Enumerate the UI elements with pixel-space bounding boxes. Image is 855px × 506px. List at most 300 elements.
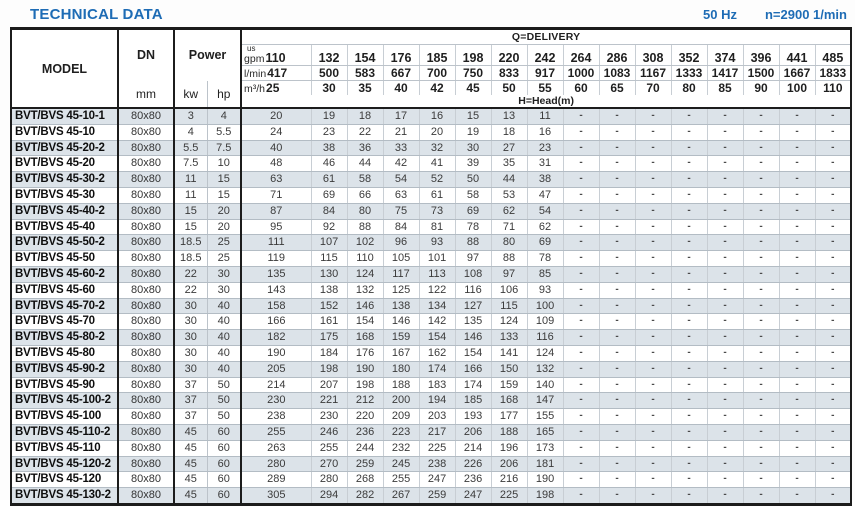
head-cell: 180 bbox=[383, 361, 419, 377]
head-cell: 246 bbox=[311, 424, 347, 440]
head-cell: 52 bbox=[419, 172, 455, 188]
table-row bbox=[11, 108, 851, 124]
head-cell: 71 bbox=[491, 219, 527, 235]
dn-cell: 80x80 bbox=[118, 124, 174, 140]
head-cell: - bbox=[635, 330, 671, 346]
head-cell: - bbox=[563, 345, 599, 361]
delivery-m3h-value: 60 bbox=[563, 81, 599, 96]
head-cell: - bbox=[815, 472, 851, 488]
delivery-gpm-value: 132 bbox=[311, 45, 347, 66]
head-cell: 63 bbox=[241, 172, 311, 188]
head-cell: - bbox=[671, 361, 707, 377]
delivery-m3h-value: 85 bbox=[707, 81, 743, 96]
head-cell: 39 bbox=[455, 156, 491, 172]
head-cell: 154 bbox=[455, 345, 491, 361]
head-cell: 13 bbox=[491, 108, 527, 124]
spec-labels bbox=[703, 7, 849, 22]
head-cell: - bbox=[671, 345, 707, 361]
head-cell: - bbox=[635, 488, 671, 505]
table-row bbox=[11, 345, 851, 361]
head-cell: - bbox=[743, 298, 779, 314]
head-cell: - bbox=[707, 219, 743, 235]
delivery-m3h-value: 100 bbox=[779, 81, 815, 96]
head-cell: - bbox=[779, 156, 815, 172]
head-cell: - bbox=[563, 156, 599, 172]
head-cell: - bbox=[815, 187, 851, 203]
head-cell: 188 bbox=[383, 377, 419, 393]
head-cell: - bbox=[671, 488, 707, 505]
dn-cell: 80x80 bbox=[118, 424, 174, 440]
head-cell: - bbox=[599, 156, 635, 172]
head-cell: - bbox=[779, 172, 815, 188]
head-cell: 88 bbox=[491, 251, 527, 267]
head-cell: - bbox=[707, 156, 743, 172]
delivery-gpm-value: 441 bbox=[779, 45, 815, 66]
head-cell: 193 bbox=[455, 409, 491, 425]
head-cell: 33 bbox=[383, 140, 419, 156]
head-cell: 214 bbox=[455, 440, 491, 456]
head-cell: - bbox=[779, 124, 815, 140]
head-cell: 216 bbox=[491, 472, 527, 488]
model-cell: BVT/BVS 45-120-2 bbox=[11, 456, 118, 472]
head-cell: - bbox=[671, 156, 707, 172]
kw-cell: 11 bbox=[174, 172, 207, 188]
delivery-gpm-value: 242 bbox=[527, 45, 563, 66]
head-cell: 108 bbox=[455, 266, 491, 282]
dn-cell: 80x80 bbox=[118, 456, 174, 472]
head-cell: - bbox=[671, 472, 707, 488]
head-cell: - bbox=[707, 488, 743, 505]
head-cell: 32 bbox=[419, 140, 455, 156]
head-cell: 194 bbox=[419, 393, 455, 409]
head-cell: - bbox=[671, 314, 707, 330]
head-cell: - bbox=[671, 124, 707, 140]
head-cell: 143 bbox=[241, 282, 311, 298]
dn-cell: 80x80 bbox=[118, 345, 174, 361]
head-cell: 38 bbox=[527, 172, 563, 188]
head-cell: 183 bbox=[419, 377, 455, 393]
head-cell: - bbox=[779, 140, 815, 156]
head-cell: 69 bbox=[527, 235, 563, 251]
head-cell: - bbox=[599, 440, 635, 456]
delivery-gpm-value: 154 bbox=[347, 45, 383, 66]
head-cell: - bbox=[743, 140, 779, 156]
delivery-lmin-value: 750 bbox=[455, 66, 491, 81]
head-cell: 62 bbox=[491, 203, 527, 219]
head-cell: 220 bbox=[347, 409, 383, 425]
head-cell: 259 bbox=[419, 488, 455, 505]
dn-cell: 80x80 bbox=[118, 393, 174, 409]
table-row bbox=[11, 409, 851, 425]
table-row bbox=[11, 156, 851, 172]
head-cell: 154 bbox=[419, 330, 455, 346]
head-cell: 147 bbox=[527, 393, 563, 409]
head-cell: - bbox=[635, 314, 671, 330]
delivery-lmin-value: 500 bbox=[311, 66, 347, 81]
table-row bbox=[11, 124, 851, 140]
head-cell: 58 bbox=[347, 172, 383, 188]
head-cell: - bbox=[779, 187, 815, 203]
head-cell: 236 bbox=[347, 424, 383, 440]
head-cell: 205 bbox=[241, 361, 311, 377]
head-cell: - bbox=[671, 187, 707, 203]
delivery-gpm-value: 185 bbox=[419, 45, 455, 66]
table-row bbox=[11, 361, 851, 377]
table-row bbox=[11, 314, 851, 330]
head-cell: - bbox=[743, 282, 779, 298]
kw-cell: 30 bbox=[174, 330, 207, 346]
head-cell: 69 bbox=[455, 203, 491, 219]
delivery-m3h-value: 90 bbox=[743, 81, 779, 96]
model-cell: BVT/BVS 45-60 bbox=[11, 282, 118, 298]
head-cell: - bbox=[815, 345, 851, 361]
head-cell: - bbox=[599, 203, 635, 219]
head-cell: - bbox=[815, 108, 851, 124]
head-cell: - bbox=[779, 298, 815, 314]
head-cell: - bbox=[599, 488, 635, 505]
head-cell: - bbox=[815, 140, 851, 156]
head-cell: 203 bbox=[419, 409, 455, 425]
head-cell: - bbox=[599, 377, 635, 393]
model-cell: BVT/BVS 45-110-2 bbox=[11, 424, 118, 440]
head-cell: 97 bbox=[491, 266, 527, 282]
head-cell: - bbox=[815, 330, 851, 346]
head-cell: - bbox=[635, 156, 671, 172]
head-cell: - bbox=[779, 203, 815, 219]
head-cell: - bbox=[635, 235, 671, 251]
table-row bbox=[11, 219, 851, 235]
dn-cell: 80x80 bbox=[118, 361, 174, 377]
head-header-label: H=Head(m) bbox=[241, 95, 851, 108]
head-cell: 48 bbox=[241, 156, 311, 172]
kw-cell: 22 bbox=[174, 282, 207, 298]
head-cell: - bbox=[671, 377, 707, 393]
head-cell: - bbox=[707, 298, 743, 314]
head-cell: 173 bbox=[527, 440, 563, 456]
head-cell: - bbox=[779, 361, 815, 377]
head-cell: - bbox=[779, 266, 815, 282]
head-cell: - bbox=[743, 330, 779, 346]
head-cell: 134 bbox=[419, 298, 455, 314]
head-cell: - bbox=[599, 409, 635, 425]
head-cell: 17 bbox=[383, 108, 419, 124]
head-cell: - bbox=[671, 140, 707, 156]
head-cell: - bbox=[743, 361, 779, 377]
kw-cell: 45 bbox=[174, 456, 207, 472]
head-cell: 16 bbox=[527, 124, 563, 140]
head-cell: - bbox=[779, 377, 815, 393]
table-row bbox=[11, 488, 851, 505]
head-cell: 122 bbox=[419, 282, 455, 298]
head-cell: 11 bbox=[527, 108, 563, 124]
head-cell: 221 bbox=[311, 393, 347, 409]
head-cell: - bbox=[743, 409, 779, 425]
power-kw-label: kw bbox=[174, 81, 207, 109]
head-cell: - bbox=[815, 424, 851, 440]
head-cell: 146 bbox=[455, 330, 491, 346]
head-cell: 185 bbox=[455, 393, 491, 409]
head-cell: 54 bbox=[527, 203, 563, 219]
head-cell: 20 bbox=[241, 108, 311, 124]
head-cell: 62 bbox=[527, 219, 563, 235]
delivery-gpm-value: 198 bbox=[455, 45, 491, 66]
head-cell: 294 bbox=[311, 488, 347, 505]
head-cell: - bbox=[563, 440, 599, 456]
head-cell: - bbox=[563, 314, 599, 330]
hp-cell: 50 bbox=[207, 409, 241, 425]
kw-cell: 30 bbox=[174, 361, 207, 377]
head-cell: 238 bbox=[419, 456, 455, 472]
head-cell: - bbox=[707, 440, 743, 456]
head-cell: 97 bbox=[455, 251, 491, 267]
head-cell: 78 bbox=[455, 219, 491, 235]
head-cell: 174 bbox=[419, 361, 455, 377]
head-cell: - bbox=[743, 314, 779, 330]
model-cell: BVT/BVS 45-50-2 bbox=[11, 235, 118, 251]
delivery-m3h-value: 30 bbox=[311, 81, 347, 96]
head-cell: - bbox=[635, 409, 671, 425]
head-cell: 159 bbox=[383, 330, 419, 346]
head-cell: - bbox=[815, 251, 851, 267]
head-cell: 75 bbox=[383, 203, 419, 219]
kw-cell: 18.5 bbox=[174, 251, 207, 267]
kw-cell: 37 bbox=[174, 377, 207, 393]
head-cell: 188 bbox=[491, 424, 527, 440]
head-cell: 106 bbox=[491, 282, 527, 298]
kw-cell: 15 bbox=[174, 219, 207, 235]
head-cell: 259 bbox=[347, 456, 383, 472]
head-cell: 190 bbox=[241, 345, 311, 361]
head-cell: 166 bbox=[241, 314, 311, 330]
hp-cell: 60 bbox=[207, 424, 241, 440]
head-cell: - bbox=[707, 124, 743, 140]
hp-cell: 5.5 bbox=[207, 124, 241, 140]
model-cell: BVT/BVS 45-100 bbox=[11, 409, 118, 425]
head-cell: - bbox=[815, 314, 851, 330]
head-cell: - bbox=[563, 393, 599, 409]
delivery-gpm-value: 352 bbox=[671, 45, 707, 66]
head-cell: - bbox=[815, 298, 851, 314]
dn-cell: 80x80 bbox=[118, 472, 174, 488]
kw-cell: 3 bbox=[174, 108, 207, 124]
model-cell: BVT/BVS 45-20-2 bbox=[11, 140, 118, 156]
dn-cell: 80x80 bbox=[118, 440, 174, 456]
head-cell: 217 bbox=[419, 424, 455, 440]
hp-cell: 15 bbox=[207, 187, 241, 203]
delivery-gpm-value: 264 bbox=[563, 45, 599, 66]
delivery-m3h-value: 50 bbox=[491, 81, 527, 96]
delivery-lmin-value: 917 bbox=[527, 66, 563, 81]
head-cell: - bbox=[563, 219, 599, 235]
head-cell: - bbox=[743, 266, 779, 282]
head-cell: 46 bbox=[311, 156, 347, 172]
head-cell: 133 bbox=[491, 330, 527, 346]
head-cell: - bbox=[635, 187, 671, 203]
head-cell: - bbox=[779, 282, 815, 298]
head-cell: 214 bbox=[241, 377, 311, 393]
head-cell: - bbox=[707, 203, 743, 219]
head-cell: 84 bbox=[311, 203, 347, 219]
table-row bbox=[11, 187, 851, 203]
head-cell: 141 bbox=[491, 345, 527, 361]
head-cell: 116 bbox=[455, 282, 491, 298]
kw-cell: 37 bbox=[174, 409, 207, 425]
head-cell: - bbox=[563, 361, 599, 377]
head-cell: 119 bbox=[241, 251, 311, 267]
head-cell: - bbox=[599, 219, 635, 235]
hp-cell: 15 bbox=[207, 172, 241, 188]
header-row-top bbox=[11, 29, 851, 45]
head-cell: - bbox=[707, 330, 743, 346]
head-cell: - bbox=[815, 156, 851, 172]
head-cell: - bbox=[599, 472, 635, 488]
head-cell: - bbox=[815, 235, 851, 251]
head-cell: 244 bbox=[347, 440, 383, 456]
head-cell: 53 bbox=[491, 187, 527, 203]
hp-cell: 60 bbox=[207, 440, 241, 456]
lmin-unit-label: l/min bbox=[244, 68, 267, 80]
head-cell: 58 bbox=[455, 187, 491, 203]
head-cell: 101 bbox=[419, 251, 455, 267]
kw-cell: 37 bbox=[174, 393, 207, 409]
head-cell: - bbox=[635, 472, 671, 488]
head-cell: 135 bbox=[455, 314, 491, 330]
head-cell: 245 bbox=[383, 456, 419, 472]
col-header-model: MODEL bbox=[11, 29, 118, 109]
head-cell: - bbox=[563, 235, 599, 251]
table-row bbox=[11, 298, 851, 314]
head-cell: - bbox=[635, 140, 671, 156]
head-cell: 230 bbox=[311, 409, 347, 425]
head-cell: 162 bbox=[419, 345, 455, 361]
head-cell: - bbox=[779, 488, 815, 505]
model-cell: BVT/BVS 45-80 bbox=[11, 345, 118, 361]
head-cell: 238 bbox=[241, 409, 311, 425]
head-cell: 124 bbox=[491, 314, 527, 330]
head-cell: - bbox=[815, 282, 851, 298]
head-cell: 138 bbox=[311, 282, 347, 298]
delivery-lmin-value: 583 bbox=[347, 66, 383, 81]
head-cell: - bbox=[743, 488, 779, 505]
dn-cell: 80x80 bbox=[118, 266, 174, 282]
dn-cell: 80x80 bbox=[118, 330, 174, 346]
table-header bbox=[11, 29, 851, 109]
kw-cell: 45 bbox=[174, 440, 207, 456]
gpm-us-label: us bbox=[247, 44, 256, 53]
head-cell: - bbox=[563, 424, 599, 440]
model-cell: BVT/BVS 45-90-2 bbox=[11, 361, 118, 377]
head-cell: - bbox=[743, 251, 779, 267]
head-cell: 105 bbox=[383, 251, 419, 267]
head-cell: 168 bbox=[491, 393, 527, 409]
head-cell: 95 bbox=[241, 219, 311, 235]
head-cell: 225 bbox=[419, 440, 455, 456]
head-cell: 127 bbox=[455, 298, 491, 314]
head-cell: 165 bbox=[527, 424, 563, 440]
table-row bbox=[11, 472, 851, 488]
head-cell: 35 bbox=[491, 156, 527, 172]
model-cell: BVT/BVS 45-70 bbox=[11, 314, 118, 330]
head-cell: - bbox=[563, 488, 599, 505]
head-cell: - bbox=[635, 424, 671, 440]
table-row bbox=[11, 330, 851, 346]
kw-cell: 5.5 bbox=[174, 140, 207, 156]
head-cell: 267 bbox=[383, 488, 419, 505]
head-cell: 154 bbox=[347, 314, 383, 330]
delivery-lmin-value: l/min417 bbox=[241, 66, 311, 81]
head-cell: 280 bbox=[311, 472, 347, 488]
head-cell: 161 bbox=[311, 314, 347, 330]
head-cell: 18 bbox=[347, 108, 383, 124]
header-row-m3h bbox=[11, 81, 851, 96]
head-cell: 255 bbox=[311, 440, 347, 456]
head-cell: 236 bbox=[455, 472, 491, 488]
head-cell: 80 bbox=[491, 235, 527, 251]
head-cell: - bbox=[779, 424, 815, 440]
head-cell: - bbox=[635, 440, 671, 456]
head-cell: - bbox=[707, 345, 743, 361]
head-cell: 226 bbox=[455, 456, 491, 472]
delivery-gpm-value: 286 bbox=[599, 45, 635, 66]
hp-cell: 40 bbox=[207, 330, 241, 346]
head-cell: - bbox=[815, 219, 851, 235]
head-cell: 63 bbox=[383, 187, 419, 203]
model-cell: BVT/BVS 45-120 bbox=[11, 472, 118, 488]
m3h-unit-label: m³/h bbox=[244, 83, 266, 95]
head-cell: - bbox=[815, 488, 851, 505]
model-cell: BVT/BVS 45-40-2 bbox=[11, 203, 118, 219]
head-cell: - bbox=[671, 203, 707, 219]
head-cell: 18 bbox=[491, 124, 527, 140]
head-cell: 115 bbox=[311, 251, 347, 267]
head-cell: - bbox=[563, 472, 599, 488]
head-cell: - bbox=[815, 456, 851, 472]
head-cell: - bbox=[599, 345, 635, 361]
head-cell: - bbox=[599, 314, 635, 330]
delivery-lmin-value: 1667 bbox=[779, 66, 815, 81]
head-cell: - bbox=[599, 298, 635, 314]
head-cell: 102 bbox=[347, 235, 383, 251]
head-cell: 223 bbox=[383, 424, 419, 440]
head-cell: - bbox=[671, 282, 707, 298]
head-cell: 130 bbox=[311, 266, 347, 282]
head-cell: 247 bbox=[419, 472, 455, 488]
table-row bbox=[11, 440, 851, 456]
head-cell: 146 bbox=[383, 314, 419, 330]
head-cell: - bbox=[635, 266, 671, 282]
model-cell: BVT/BVS 45-60-2 bbox=[11, 266, 118, 282]
head-cell: 142 bbox=[419, 314, 455, 330]
head-cell: 270 bbox=[311, 456, 347, 472]
kw-cell: 30 bbox=[174, 345, 207, 361]
head-cell: 282 bbox=[347, 488, 383, 505]
head-cell: - bbox=[635, 172, 671, 188]
head-cell: 80 bbox=[347, 203, 383, 219]
model-cell: BVT/BVS 45-30 bbox=[11, 187, 118, 203]
head-cell: 61 bbox=[419, 187, 455, 203]
head-cell: - bbox=[671, 266, 707, 282]
head-cell: - bbox=[563, 282, 599, 298]
head-cell: 140 bbox=[527, 377, 563, 393]
head-cell: - bbox=[743, 172, 779, 188]
head-cell: - bbox=[779, 251, 815, 267]
head-cell: - bbox=[779, 345, 815, 361]
head-cell: - bbox=[599, 424, 635, 440]
head-cell: - bbox=[707, 424, 743, 440]
head-cell: 93 bbox=[527, 282, 563, 298]
head-cell: 71 bbox=[241, 187, 311, 203]
head-cell: 24 bbox=[241, 124, 311, 140]
